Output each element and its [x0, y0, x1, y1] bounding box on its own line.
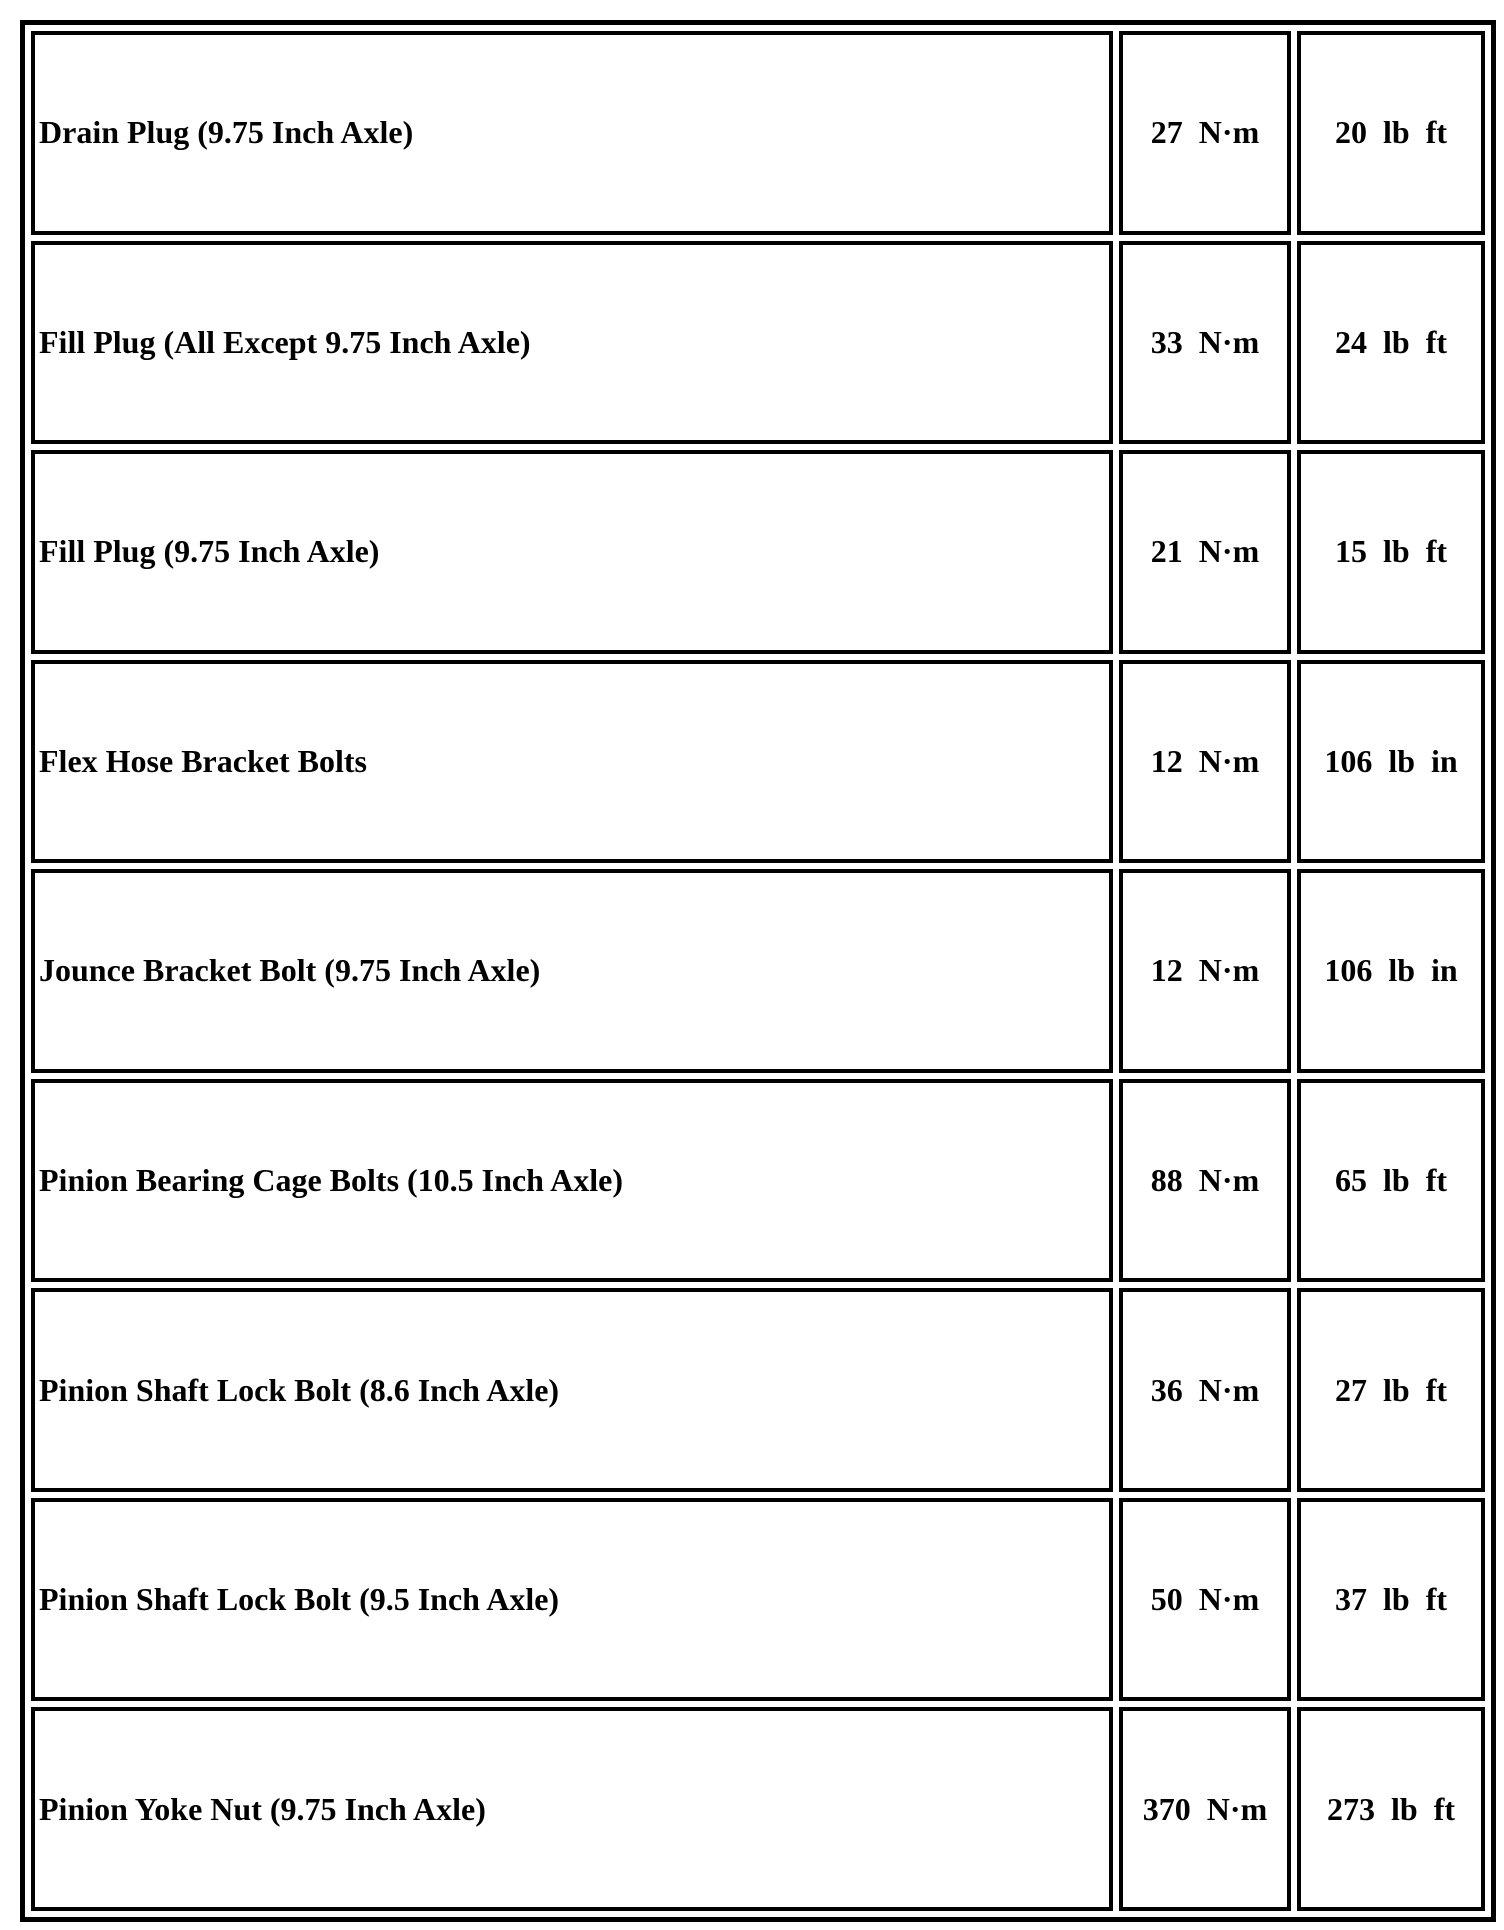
- fastener-description: Pinion Shaft Lock Bolt (9.5 Inch Axle): [31, 1498, 1113, 1702]
- metric-torque: 12 N·m: [1119, 869, 1291, 1073]
- english-torque: 106 lb in: [1297, 869, 1485, 1073]
- english-torque: 65 lb ft: [1297, 1079, 1485, 1283]
- fastener-description: Pinion Yoke Nut (9.75 Inch Axle): [31, 1707, 1113, 1911]
- english-torque: 106 lb in: [1297, 660, 1485, 864]
- metric-torque: 12 N·m: [1119, 660, 1291, 864]
- metric-torque: 36 N·m: [1119, 1288, 1291, 1492]
- fastener-description: Drain Plug (9.75 Inch Axle): [31, 31, 1113, 235]
- table-row: [31, 1079, 1485, 1283]
- table-row: [31, 1707, 1485, 1911]
- fastener-torque-table: [20, 20, 1496, 1922]
- fastener-description: Fill Plug (All Except 9.75 Inch Axle): [31, 241, 1113, 445]
- fastener-description: Flex Hose Bracket Bolts: [31, 660, 1113, 864]
- metric-torque: 88 N·m: [1119, 1079, 1291, 1283]
- english-torque: 27 lb ft: [1297, 1288, 1485, 1492]
- metric-torque: 50 N·m: [1119, 1498, 1291, 1702]
- fastener-description: Pinion Bearing Cage Bolts (10.5 Inch Axle): [31, 1079, 1113, 1283]
- table-row: [31, 241, 1485, 445]
- english-torque: 273 lb ft: [1297, 1707, 1485, 1911]
- table-row: [31, 660, 1485, 864]
- table-row: [31, 1498, 1485, 1702]
- fastener-description: Jounce Bracket Bolt (9.75 Inch Axle): [31, 869, 1113, 1073]
- english-torque: 37 lb ft: [1297, 1498, 1485, 1702]
- table-row: [31, 31, 1485, 235]
- table-row: [31, 450, 1485, 654]
- english-torque: 20 lb ft: [1297, 31, 1485, 235]
- fastener-description: Pinion Shaft Lock Bolt (8.6 Inch Axle): [31, 1288, 1113, 1492]
- table-row: [31, 869, 1485, 1073]
- english-torque: 24 lb ft: [1297, 241, 1485, 445]
- fastener-description: Fill Plug (9.75 Inch Axle): [31, 450, 1113, 654]
- english-torque: 15 lb ft: [1297, 450, 1485, 654]
- metric-torque: 370 N·m: [1119, 1707, 1291, 1911]
- metric-torque: 21 N·m: [1119, 450, 1291, 654]
- metric-torque: 33 N·m: [1119, 241, 1291, 445]
- table-row: [31, 1288, 1485, 1492]
- metric-torque: 27 N·m: [1119, 31, 1291, 235]
